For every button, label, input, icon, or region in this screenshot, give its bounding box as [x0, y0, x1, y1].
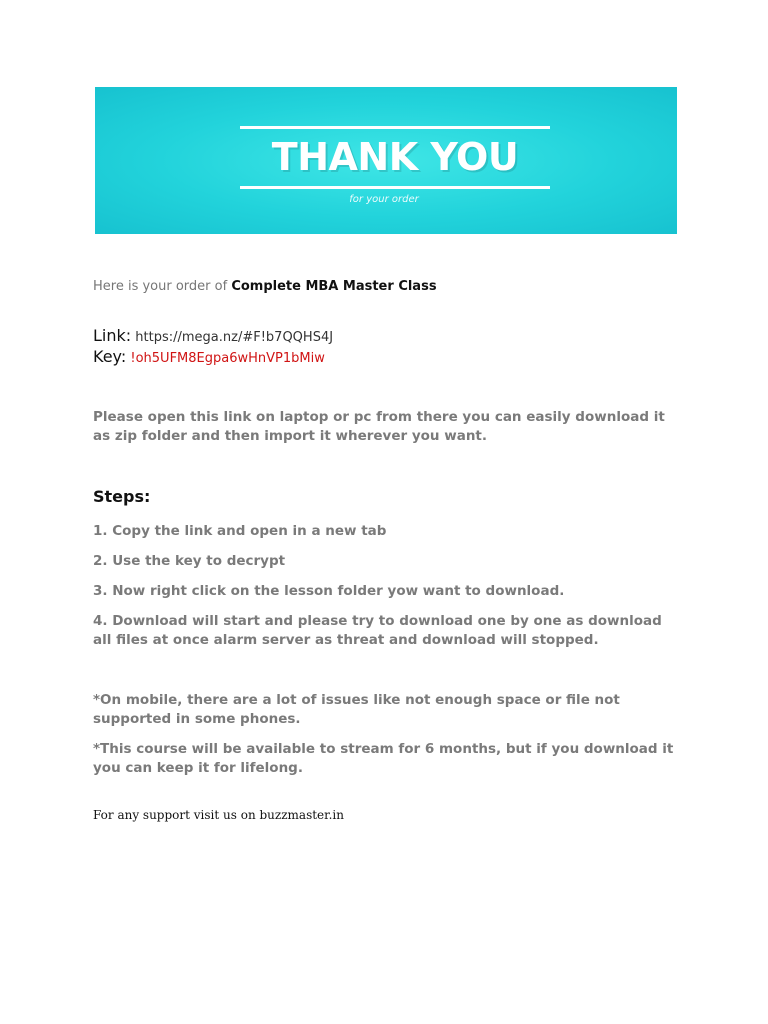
link-url[interactable]: https://mega.nz/#F!b7QQHS4J: [135, 330, 334, 345]
course-name: Complete MBA Master Class: [231, 279, 437, 294]
link-line: [93, 326, 333, 345]
note-mobile: *On mobile, there are a lot of issues like not enough space or file not supported in some phones.: [93, 692, 620, 727]
key-label: Key: [93, 347, 121, 366]
banner-bottom-rule: [240, 186, 550, 189]
order-line: [93, 279, 437, 294]
banner-subline: for your order: [349, 194, 419, 205]
thank-you-banner: [95, 87, 677, 234]
step-item: 4. Download will start and please try to download one by one as download all files at once alarm server as threat and download will stopped.: [93, 613, 662, 648]
key-value: !oh5UFM8Egpa6wHnVP1bMiw: [130, 351, 325, 366]
support-line: For any support visit us on buzzmaster.in: [93, 808, 344, 822]
step-item: 1. Copy the link and open in a new tab: [93, 523, 387, 539]
link-colon: :: [125, 326, 132, 345]
step-item: 2. Use the key to decrypt: [93, 553, 286, 569]
key-colon: :: [120, 347, 127, 366]
key-line: [93, 347, 325, 366]
intro-paragraph: Please open this link on laptop or pc from there you can easily download it as zip folder and then import it wherever you want.: [93, 409, 665, 444]
step-item: 3. Now right click on the lesson folder yow want to download.: [93, 583, 565, 599]
banner-headline: THANK YOU: [271, 135, 519, 179]
link-label: Link: [93, 326, 126, 345]
steps-heading: Steps:: [93, 487, 151, 506]
order-prefix: Here is your order of: [93, 279, 232, 294]
banner-top-rule: [240, 126, 550, 129]
note-stream: *This course will be available to stream for 6 months, but if you download it you can keep it for lifelong.: [93, 741, 674, 776]
